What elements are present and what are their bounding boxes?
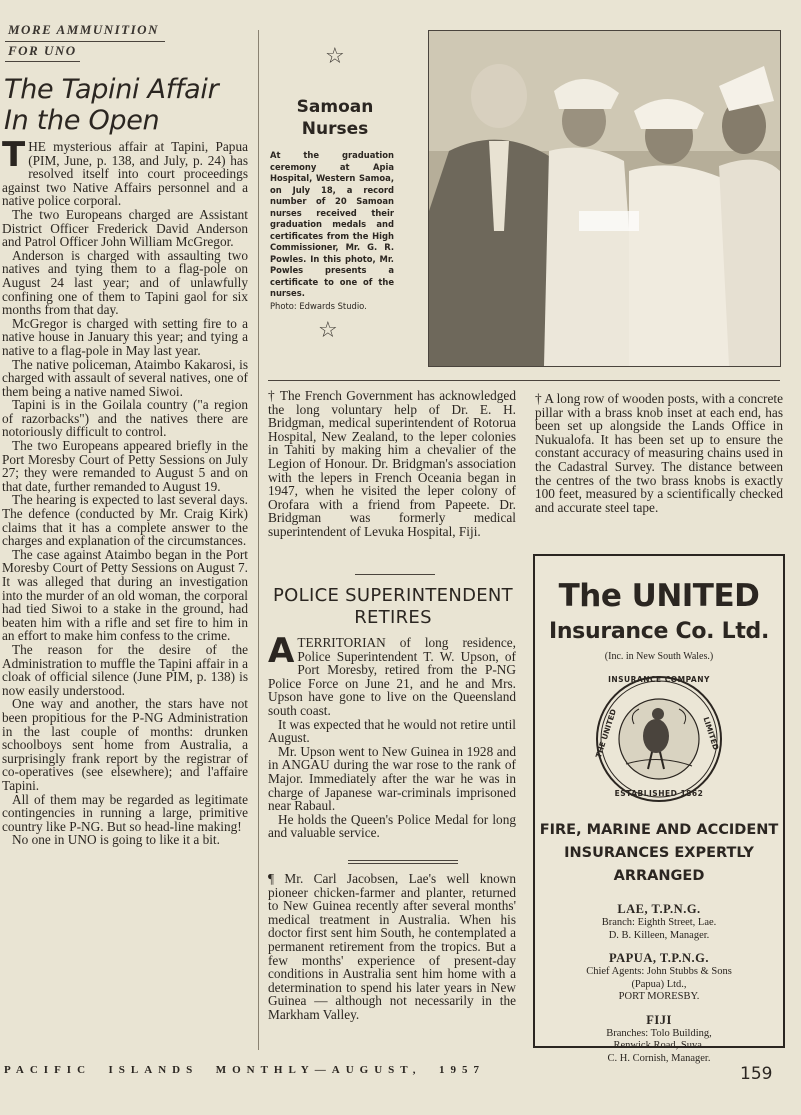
ad-office-lae [535, 902, 783, 942]
pilcrow-icon: ¶ [268, 871, 285, 886]
french-item [268, 389, 516, 539]
ad-tagline-1: FIRE, MARINE AND ACCIDENT [539, 822, 779, 838]
kicker-rule [5, 41, 165, 42]
jacobsen-item [268, 872, 516, 1022]
dagger-icon: † [535, 391, 545, 406]
samoan-title-line-1: Samoan [296, 97, 374, 117]
samoan-title [270, 96, 400, 140]
tapini-paragraph: One way and another, the stars have not been propitious for the P-NG Administration in the last couple of months: drunken schoolboys sent home from Australia, a surprisingly frank report by the registrar of co-operatives (see elsewhere); and l'affaire Tapini. [2, 696, 248, 793]
ad-company-name: The UNITED [558, 578, 760, 614]
star-icon: ☆ [318, 318, 338, 343]
tapini-paragraph: The reason for the desire of the Administration to muffle the Tapini affair in a cloak of official silence (June PIM, p. 138) is now easily understood. [2, 641, 248, 698]
office-detail: Branch: Eighth Street, Lae. [601, 917, 717, 928]
seal-right-text: LIMITED [701, 715, 721, 752]
tapini-paragraph: Anderson is charged with assaulting two natives and tying them to a flag-pole on August 24 last year; and of unlawfully confining one of them to Tapini gaol for six months from that day. [2, 247, 248, 318]
short-rule [348, 863, 458, 864]
tapini-title-line-2: In the Open [4, 105, 160, 136]
ad-incorporation: (Inc. in New South Wales.) [604, 651, 714, 662]
police-paragraph: It was expected that he would not retire until August. [268, 716, 516, 746]
police-title-line-1: POLICE SUPERINTENDENT [273, 585, 513, 606]
star-icon: ☆ [325, 44, 345, 69]
office-detail: D. B. Killeen, Manager. [608, 929, 710, 941]
tapini-first-paragraph: HE mysterious affair at Tapini, Papua (PIM, June, p. 138, and July, p. 24) has resolved itself into court proceedings against two Native Affairs personnel and a native police corporal. [2, 140, 248, 209]
seal-left-text: THE UNITED [593, 707, 619, 760]
photo-illustration [429, 31, 780, 366]
ad-tagline-2: INSURANCES EXPERTLY [564, 845, 754, 861]
company-seal [594, 674, 724, 804]
office-detail: Branches: Tolo Building, [606, 1027, 712, 1039]
tapini-paragraph: McGregor is charged with setting fire to a native house in January this year; and tying a native to a flag-pole in May last year. [2, 315, 248, 358]
photo-credit: Photo: Edwards Studio. [270, 300, 367, 311]
office-detail: Chief Agents: John Stubbs & Sons [586, 966, 732, 977]
tapini-paragraph: The two Europeans appeared briefly in the Port Moresby Court of Petty Sessions on July 27; they were remanded to August 5 and on that date, further remanded to August 19. [2, 438, 248, 494]
tapini-paragraph: Tapini is in the Goilala country ("a region of razorbacks") and the natives there are notoriously difficult to control. [2, 397, 248, 440]
office-detail: (Papua) Ltd., [631, 978, 687, 990]
tapini-paragraph: No one in UNO is going to like it a bit. [12, 832, 220, 848]
tapini-dropcap: T [2, 140, 26, 175]
office-heading: LAE, T.P.N.G. [617, 902, 701, 916]
police-headline [268, 585, 518, 629]
tapini-paragraph: The hearing is expected to last several days. The defence (conducted by Mr. Craig Kirk) claims that it has a complete answer to the charges and explanation of the circumstances. [2, 492, 248, 549]
tapini-paragraph: The case against Ataimbo began in the Port Moresby Court of Petty Sessions on August 7. It was alleged that during an investigation into the murder of an old woman, the corporal had tied Siwoi to a stake in the ground, had beaten him with a rifle and set fire to him in an effort to make him confess to the crime. [2, 546, 248, 644]
section-rule [268, 380, 780, 381]
french-item-text: The French Government has acknowledged the long voluntary help of Dr. E. H. Bridgman, medical superintendent of Rotorua Hospital, New Zealand, to the leper colonies in Tahiti by making him a chevalier of the Legion of Honour. Dr. Bridgman's association with the lepers in French Oceania began in 1947, when he visited the leper colony of Orofara with a friend from Papeete. Dr. Bridgman was formerly medical superintendent of Levuka Hospital, Fiji. [268, 388, 516, 539]
office-heading: PAPUA, T.P.N.G. [608, 951, 710, 965]
tapini-article [2, 140, 248, 1055]
page-number: 159 [740, 1064, 773, 1084]
posts-item [535, 392, 783, 514]
police-paragraph: He holds the Queen's Police Medal for long and valuable service. [268, 811, 516, 841]
jacobsen-item-text: Mr. Carl Jacobsen, Lae's well known pioneer chicken-farmer and planter, returned to New Guinea recently after several months' medical treatment in Australia. When his doctor first sent him South, he contemplated a permanent retirement from the tropics. But a few months' experience of present-day conditions in Australia sent him home with a determination to spend his later years in New Guinea — although not necessarily in the Markham Valley. [268, 871, 516, 1022]
police-dropcap: A [268, 631, 295, 671]
kicker-rule-2 [5, 61, 80, 62]
seal-bottom-text: ESTABLISHED 1862 [614, 789, 704, 798]
posts-item-text: A long row of wooden posts, with a concrete pillar with a brass knob inset at each end, has been set up alongside the Lands Office in Nukualofa. It has been set up to ensure the constant accuracy of measuring chains used in the Cadastral Survey. The distance between the centres of the two brass knobs is exactly 100 feet, measured by a scientifically checked and accurate steel tape. [535, 391, 783, 515]
office-heading: FIJI [646, 1012, 672, 1027]
ad-office-papua [535, 951, 783, 1004]
kicker-line-1: MORE AMMUNITION [8, 22, 159, 37]
united-insurance-ad [533, 554, 785, 1064]
police-paragraph: Mr. Upson went to New Guinea in 1928 and in ANGAU during the war rose to the rank of Major. Immediately after the war he was in charge of Japanese war-criminals imprisoned near Rabaul. [268, 743, 516, 814]
samoan-caption [270, 150, 394, 312]
dagger-icon: † [268, 388, 280, 403]
tapini-paragraph: All of them may be regarded as legitimate contingencies in running a large, primitive country like P-NG. But so head-line making! [2, 791, 248, 834]
short-rule [348, 860, 458, 861]
ad-company-suffix: Insurance Co. Ltd. [548, 619, 770, 644]
police-article [268, 631, 516, 841]
short-rule [355, 574, 435, 575]
police-title-line-2: RETIRES [354, 607, 432, 628]
tapini-paragraph: The native policeman, Ataimbo Kakarosi, is charged with assault of several natives, one of them being a native named Siwoi. [2, 356, 248, 399]
seal-icon [594, 674, 724, 804]
samoan-caption-text: At the graduation ceremony at Apia Hospital, Western Samoa, on July 18, a record number of 20 Samoan nurses received their graduation medals and certificates from the High Commissioner, Mr. G. R. Powles. In this photo, Mr. Powles presents a certificate to one of the nurses. [270, 150, 394, 298]
office-detail: Renwick Road, Suva. [613, 1040, 705, 1051]
samoan-title-line-2: Nurses [301, 119, 369, 139]
tapini-title-line-1: The Tapini Affair [4, 74, 219, 105]
ad-tagline-3: ARRANGED [613, 868, 705, 884]
kicker-line-2: FOR UNO [8, 43, 77, 58]
samoan-nurses-photo [428, 30, 781, 367]
police-first-paragraph: TERRITORIAN of long residence, Police Superintendent T. W. Upson, of Port Moresby, retired from the P-NG Police Force on June 21, and he and Mrs. Upson have gone to live on the Queensland south coast. [268, 635, 516, 718]
tapini-headline [4, 74, 254, 136]
office-detail: PORT MORESBY. [618, 991, 700, 1002]
seal-top-text: INSURANCE COMPANY [608, 675, 710, 684]
office-detail: C. H. Cornish, Manager. [607, 1052, 711, 1064]
column-divider [258, 30, 259, 1050]
ad-office-fiji [535, 1013, 783, 1066]
tapini-paragraph: The two Europeans charged are Assistant District Officer Frederick David Anderson and Patrol Officer John William McGregor. [2, 206, 248, 250]
footer-masthead: PACIFIC ISLANDS MONTHLY—AUGUST, 1957 [4, 1064, 486, 1076]
